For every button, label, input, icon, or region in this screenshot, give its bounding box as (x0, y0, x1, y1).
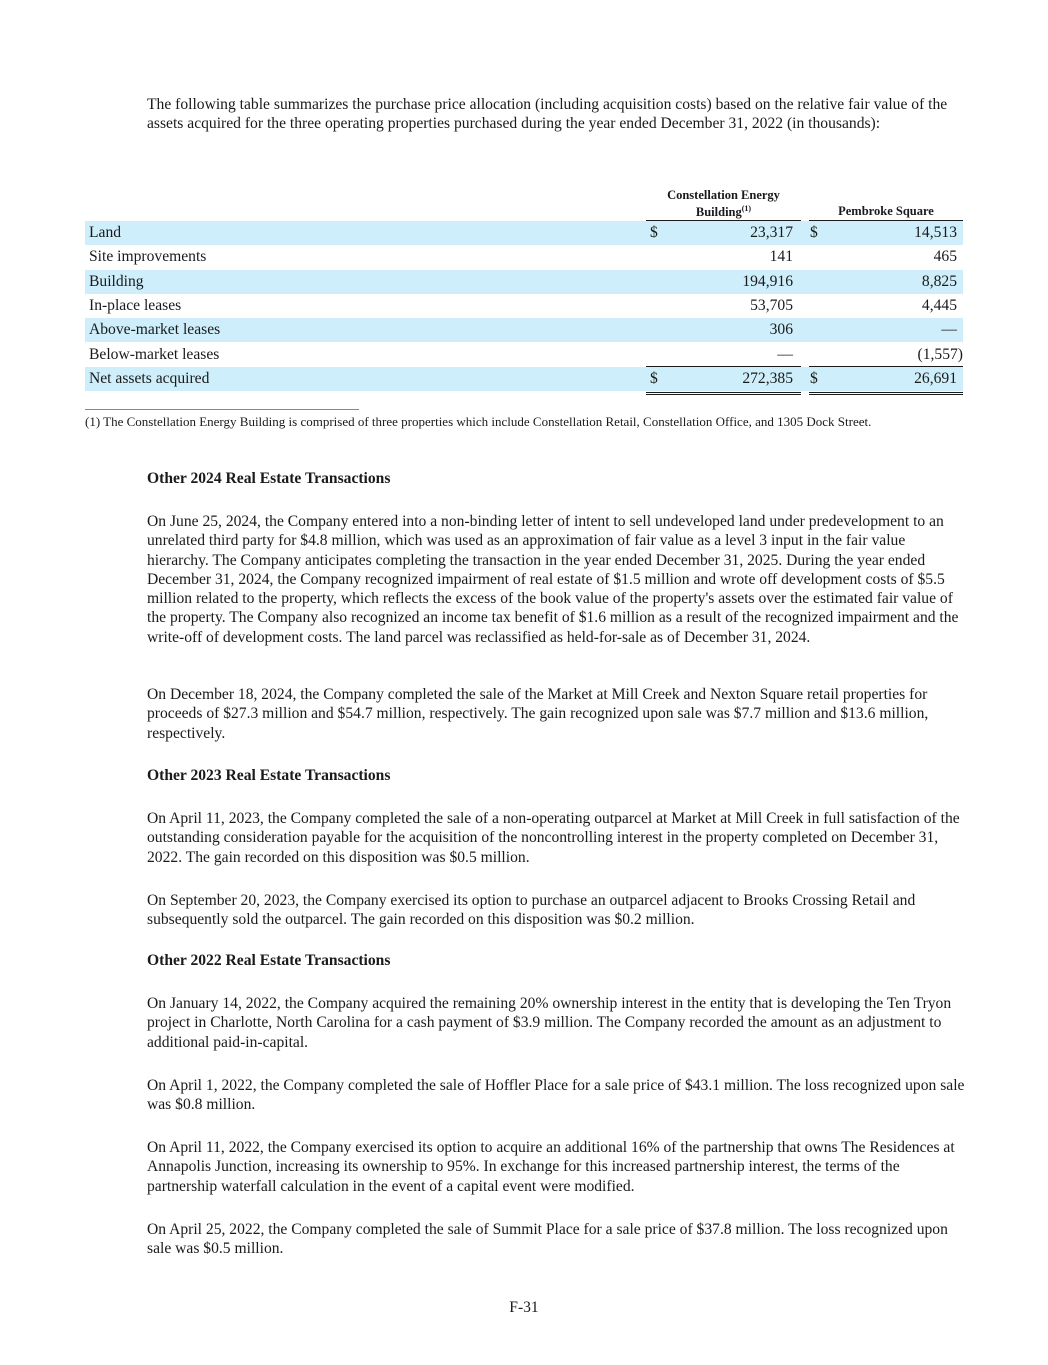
value-constellation: 194,916 (742, 272, 793, 290)
footnote: (1) The Constellation Energy Building is comprised of three properties which include Constellation Retail, Constellation Office, and 1305 Dock Street. (85, 414, 872, 429)
table-row (85, 270, 963, 294)
paragraph-2022-ten-tryon: On January 14, 2022, the Company acquired the remaining 20% ownership interest in the entity that is developing the Ten Tryon project in Charlotte, North Carolina for a cash payment of $3.9 million. The Company recorded the amount as an adjustment to additional paid-in-capital. (147, 995, 952, 1051)
paragraph-2022-hoffler-place: On April 1, 2022, the Company completed the sale of Hoffler Place for a sale price of $43.1 million. The loss recognized upon sale was $0.8 million. (147, 1077, 965, 1114)
table-row (85, 294, 963, 318)
heading-2024: Other 2024 Real Estate Transactions (147, 470, 391, 487)
footnote-divider (85, 409, 359, 410)
value-pembroke: 8,825 (921, 272, 957, 290)
double-rule-1a (646, 392, 801, 393)
paragraph-2022-annapolis: On April 11, 2022, the Company exercised its option to acquire an additional 16% of the partnership that owns The Residences at Annapolis Junction, increasing its ownership to 95%. In exchange for this increased partnership interest, the terms of the partnership waterfall calculation in the event of a capital event were modified. (147, 1139, 955, 1195)
row-label: Land (89, 224, 122, 241)
row-label: Net assets acquired (89, 369, 210, 387)
row-label: In-place leases (89, 296, 182, 314)
table-row (85, 245, 963, 269)
value-pembroke: 465 (933, 248, 957, 266)
heading-2022: Other 2022 Real Estate Transactions (147, 952, 391, 969)
currency-symbol: $ (810, 369, 818, 387)
col1-header-text: Constellation Energy Building (667, 188, 780, 220)
table-row-total (85, 367, 963, 391)
col-header-pembroke: Pembroke Square (838, 204, 934, 218)
paragraph-2023-outparcel-sale: On April 11, 2023, the Company completed the sale of a non-operating outparcel at Market at Mill Creek in full satisfaction of the outstanding consideration payable for the acquisition of the noncontrolling interest in the property completed on December 31, 2022. The gain recorded on this disposition was $0.5 million. (147, 810, 960, 866)
value-constellation: 53,705 (750, 296, 793, 314)
row-label: Above-market leases (89, 321, 221, 339)
currency-symbol: $ (650, 369, 658, 387)
value-constellation: 141 (769, 248, 793, 266)
double-rule-2a (809, 392, 963, 393)
currency-symbol: $ (810, 224, 818, 241)
double-rule-1b (646, 394, 801, 395)
double-rule-2b (809, 394, 963, 395)
table-row (85, 343, 963, 367)
row-label: Below-market leases (89, 345, 220, 363)
value-pembroke: 14,513 (914, 224, 957, 241)
table-row (85, 318, 963, 342)
currency-symbol: $ (650, 224, 658, 241)
paragraph-2024-sale: On December 18, 2024, the Company completed the sale of the Market at Mill Creek and Nexton Square retail properties for proceeds of $27.3 million and $54.7 million, respectively. The gain recognized upon sale was $7.7 million and $13.6 million, respectively. (147, 686, 929, 742)
value-constellation: — (777, 345, 793, 363)
row-label: Building (89, 272, 144, 290)
value-constellation: 272,385 (742, 369, 793, 387)
paragraph-2024-letter-of-intent: On June 25, 2024, the Company entered into a non-binding letter of intent to sell undeveloped land under predevelopment to an unrelated third party for $4.8 million, which was used as an approximation of fair value as a level 3 input in the fair value hierarchy. The Company anticipates completing the transaction in the year ended December 31, 2025. During the year ended December 31, 2024, the Company recognized impairment of real estate of $1.5 million and wrote off development costs of $5.5 million related to the property, which reflects the excess of the book value of the property's assets over the estimated fair value of the property. The Company also recognized an income tax benefit of $1.6 million as a result of the recognized impairment and the write-off of development costs. The land parcel was reclassified as held-for-sale as of December 31, 2024. (147, 513, 959, 646)
value-constellation: 23,317 (750, 224, 793, 241)
table-row (85, 221, 963, 245)
value-pembroke: (1,557) (917, 345, 963, 363)
intro-paragraph: The following table summarizes the purchase price allocation (including acquisition costs) based on the relative fair value of the assets acquired for the three operating properties purchased during the year ended December 31, 2022 (in thousands): (147, 96, 948, 133)
value-pembroke: 4,445 (921, 296, 957, 314)
value-pembroke: — (941, 321, 957, 339)
value-pembroke: 26,691 (914, 369, 957, 387)
col1-header-sup: (1) (741, 204, 752, 213)
page-number: F-31 (509, 1299, 539, 1316)
row-label: Site improvements (89, 248, 207, 266)
col-header-constellation (646, 188, 801, 219)
paragraph-2023-option: On September 20, 2023, the Company exercised its option to purchase an outparcel adjacent to Brooks Crossing Retail and subsequently sold the outparcel. The gain recorded on this disposition was $0.2 million. (147, 892, 916, 929)
value-constellation: 306 (769, 321, 793, 339)
heading-2023: Other 2023 Real Estate Transactions (147, 767, 391, 784)
paragraph-2022-summit-place: On April 25, 2022, the Company completed the sale of Summit Place for a sale price of $37.8 million. The loss recognized upon sale was $0.5 million. (147, 1221, 948, 1258)
